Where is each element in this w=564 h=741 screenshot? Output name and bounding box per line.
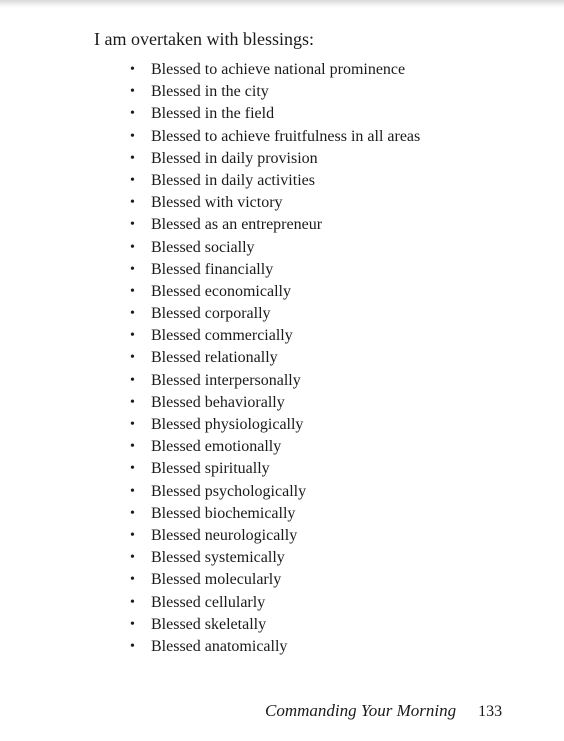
list-item <box>130 636 420 658</box>
list-item-text: Blessed with victory <box>151 194 283 212</box>
bullet-icon: • <box>130 150 135 166</box>
list-item <box>130 392 420 414</box>
list-item-text: Blessed in daily activities <box>151 171 315 189</box>
list-item <box>130 281 420 303</box>
list-item-text: Blessed in the city <box>151 83 269 101</box>
list-item-text: Blessed to achieve national prominence <box>151 61 406 78</box>
bullet-icon: • <box>130 306 135 322</box>
bullet-icon: • <box>130 128 135 144</box>
bullet-icon: • <box>130 328 135 344</box>
list-item <box>130 525 420 547</box>
bullet-icon: • <box>130 417 135 432</box>
list-item-text: Blessed anatomically <box>151 637 288 655</box>
list-item <box>130 458 420 480</box>
bullet-icon: • <box>130 550 135 566</box>
bullet-icon: • <box>130 527 135 543</box>
list-item <box>130 126 420 148</box>
list-item <box>130 325 420 347</box>
list-item <box>130 259 420 281</box>
list-item-text: Blessed relationally <box>151 349 278 367</box>
list-item <box>130 237 420 259</box>
list-item <box>130 81 420 103</box>
bullet-icon: • <box>130 172 135 188</box>
list-item-text: Blessed financially <box>151 260 274 278</box>
list-item <box>130 414 420 436</box>
list-item-text: Blessed cellularly <box>151 593 266 611</box>
bullet-icon: • <box>130 283 135 299</box>
list-item-text: Blessed to achieve fruitfulness in all areas <box>151 127 421 145</box>
list-item <box>130 103 420 125</box>
blessings-list <box>130 59 420 658</box>
bullet-icon: • <box>130 483 135 499</box>
bullet-icon: • <box>130 594 135 610</box>
list-item-text: Blessed spiritually <box>151 460 270 478</box>
list-item-text: Blessed psychologically <box>151 482 307 500</box>
bullet-icon: • <box>130 106 135 122</box>
list-item-text: Blessed behaviorally <box>151 393 285 411</box>
bullet-icon: • <box>130 505 135 521</box>
bullet-icon: • <box>130 461 135 477</box>
bullet-icon: • <box>130 572 135 588</box>
bullet-icon: • <box>130 350 135 366</box>
list-item-text: Blessed neurologically <box>151 526 298 544</box>
list-item-text: Blessed biochemically <box>151 504 296 522</box>
list-item-text: Blessed corporally <box>151 305 271 323</box>
running-footer-title: Commanding Your Morning <box>265 701 457 720</box>
list-item <box>130 547 420 569</box>
page-number: 133 <box>478 703 503 720</box>
list-item-text: Blessed physiologically <box>151 416 304 433</box>
list-item-text: Blessed in the field <box>151 105 275 123</box>
list-item <box>130 370 420 392</box>
list-item <box>130 303 420 325</box>
list-item-text: Blessed interpersonally <box>151 371 301 389</box>
list-item <box>130 481 420 503</box>
list-item-text: Blessed in daily provision <box>151 149 318 167</box>
list-item <box>130 192 420 214</box>
bullet-icon: • <box>130 372 135 388</box>
bullet-icon: • <box>130 616 135 632</box>
list-item <box>130 614 420 636</box>
list-item <box>130 569 420 591</box>
bullet-icon: • <box>130 638 135 654</box>
list-item-text: Blessed emotionally <box>151 438 282 456</box>
list-item-text: Blessed socially <box>151 238 255 256</box>
bullet-icon: • <box>130 195 135 211</box>
list-item-text: Blessed systemically <box>151 549 285 567</box>
list-item <box>130 347 420 369</box>
list-item <box>130 59 420 81</box>
list-item-text: Blessed economically <box>151 282 291 300</box>
list-item-text: Blessed commercially <box>151 327 293 345</box>
bullet-icon: • <box>130 84 135 100</box>
list-item <box>130 148 420 170</box>
intro-text: I am overtaken with blessings: <box>94 29 314 49</box>
list-item <box>130 170 420 192</box>
list-item <box>130 592 420 614</box>
bullet-icon: • <box>130 239 135 255</box>
bullet-icon: • <box>130 217 135 233</box>
bullet-icon: • <box>130 394 135 410</box>
list-item-text: Blessed molecularly <box>151 571 282 589</box>
bullet-icon: • <box>130 439 135 455</box>
list-item-text: Blessed as an entrepreneur <box>151 216 323 234</box>
page-footer <box>265 700 502 723</box>
list-item-text: Blessed skeletally <box>151 615 267 633</box>
list-item <box>130 503 420 525</box>
list-item <box>130 436 420 458</box>
list-item <box>130 214 420 236</box>
bullet-icon: • <box>130 62 135 77</box>
bullet-icon: • <box>130 261 135 277</box>
